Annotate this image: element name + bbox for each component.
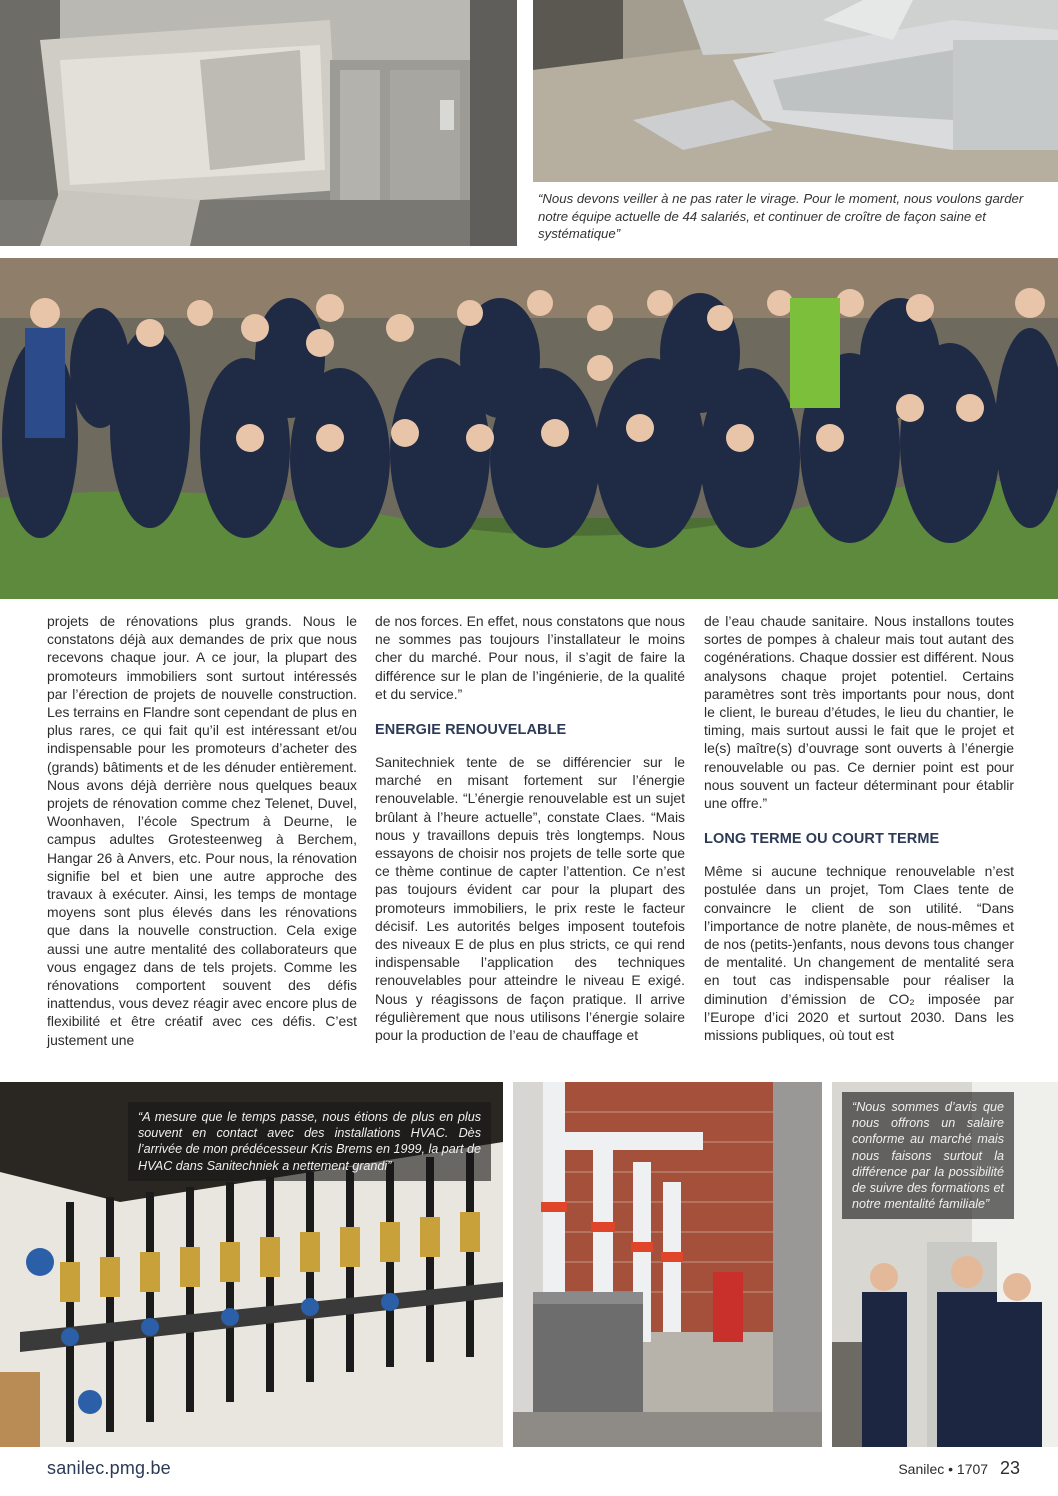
- page-number: 23: [999, 1458, 1020, 1478]
- article-column-2: [375, 612, 685, 1044]
- article-paragraph: Même si aucune technique renouvelable n’est postulée dans un projet, Tom Claes tente de convaincre le client de son utilité. “Dans l’importance de notre planète, de nous-mêmes et de nos (petits-)enfants, nous devons tous changer de mentalité. Un changement de mentalité sera en tout cas indispensable pour réaliser la diminution d’émission de CO₂ imposée par l’Europe d’ici 2020 et surtout 2030. Dans les missions publiques, où tout est: [704, 863, 1014, 1044]
- caption-top-right: “Nous devons veiller à ne pas rater le virage. Pour le moment, nous voulons garder notre équipe actuelle de 44 salariés, et continuer de croître de façon saine et systématique”: [538, 191, 1024, 241]
- photo-team-group: [0, 258, 1058, 599]
- caption-valves: “A mesure que le temps passe, nous étions de plus en plus souvent en contact avec des installations HVAC. Dès l’arrivée de mon prédécesseur Kris Brems en 1999, la part de HVAC dans Sanitechniek a nettement grandi”: [128, 1102, 491, 1181]
- article-paragraph: de l’eau chaude sanitaire. Nous installons toutes sortes de pompes à chaleur mais tout autant des cogénérations. Chaque dossier est différent. Nous analysons chaque projet potentiel. Certains paramètres sont très importants pour nous, dont le client, le bureau d’études, le lieu du chantier, le timing, mais surtout aussi le fait que le projet et le(s) maître(s) d’ouvrage sont ouverts à l’énergie renouvelable ou pas. Ce dernier point est pour nous souvent un facteur déterminant pour établir une offre.”: [704, 613, 1014, 812]
- article-paragraph: de nos forces. En effet, nous constatons que nous ne sommes pas toujours l’installateur le moins cher du marché. Pour nous, il s’agit de faire la différence sur le plan de l’ingénierie, de la qualité et du service.”: [375, 613, 685, 702]
- photo-boiler-room: [513, 1082, 822, 1447]
- article-paragraph: projets de rénovations plus grands. Nous le constatons déjà aux demandes de prix que nous recevons chaque jour. A ce jour, la plupart des promoteurs immobiliers sont surtout intéressés par l’érection de projets de nouvelle construction. Les terrains en Flandre sont cependant de plus en plus rares, ce qui fait qu’il est intéressant et/ou indispensable pour les promoteurs d’acheter des (grands) bâtiments et de les dénuder entièrement. Nous avons déjà derrière nous quelques beaux projets de rénovation comme chez Telenet, Duvel, Woonhaven, l’école Spectrum à Deurne, le campus adultes Grotesteenweg à Berchem, Hangar 26 à Anvers, etc. Pour nous, la rénovation signifie bel et bien une autre approche des travaux à exécuter. Ainsi, les temps de montage moyens sont plus élevés dans les rénovations que dans la nouvelle construction. Cela exige aussi une autre mentalité des collaborateurs que vous engagez dans de tels projets. Comme les rénovations comportent souvent des défis inattendus, vous devez réagir avec encore plus de flexibilité et être créatif avec ces défis. C’est justement une: [47, 613, 357, 1048]
- section-heading: ENERGIE RENOUVELABLE: [375, 722, 567, 739]
- photo-rooftop-ducts: [533, 0, 1058, 182]
- photo-air-handling-unit: [0, 0, 517, 246]
- section-heading: LONG TERME OU COURT TERME: [704, 831, 940, 848]
- article-column-3: [704, 612, 1014, 1044]
- magazine-issue: Sanilec • 1707: [898, 1461, 989, 1477]
- article-column-1: [47, 612, 357, 1049]
- footer-page-info: [898, 1458, 1020, 1479]
- footer-website: sanilec.pmg.be: [47, 1458, 171, 1478]
- article-paragraph: Sanitechniek tente de se différencier sur le marché en misant fortement sur l’énergie renouvelable. “L’énergie renouvelable est un sujet brûlant à l’heure actuelle”, constate Claes. “Mais nous y travaillons depuis très longtemps. Nous essayons de choisir nos projets de telle sorte que ce thème continue de capter l’attention. Ce n’est pas toujours évident car pour la plupart des promoteurs immobiliers, le prix reste le facteur décisif. Les autorités belges imposent toutefois des niveaux E de plus en plus stricts, ce qui rend indispensable l’application des techniques renouvelables pour atteindre le niveau E exigé. Nous y réagissons de façon pratique. Il arrive régulièrement que nous utilisons l’énergie solaire pour la production de l’eau de chauffage et: [375, 754, 685, 1044]
- caption-staff: “Nous sommes d’avis que nous offrons un salaire conforme au marché mais nous faisons surtout la différence par la possibilité de suivre des formations et notre mentalité familiale”: [842, 1092, 1014, 1219]
